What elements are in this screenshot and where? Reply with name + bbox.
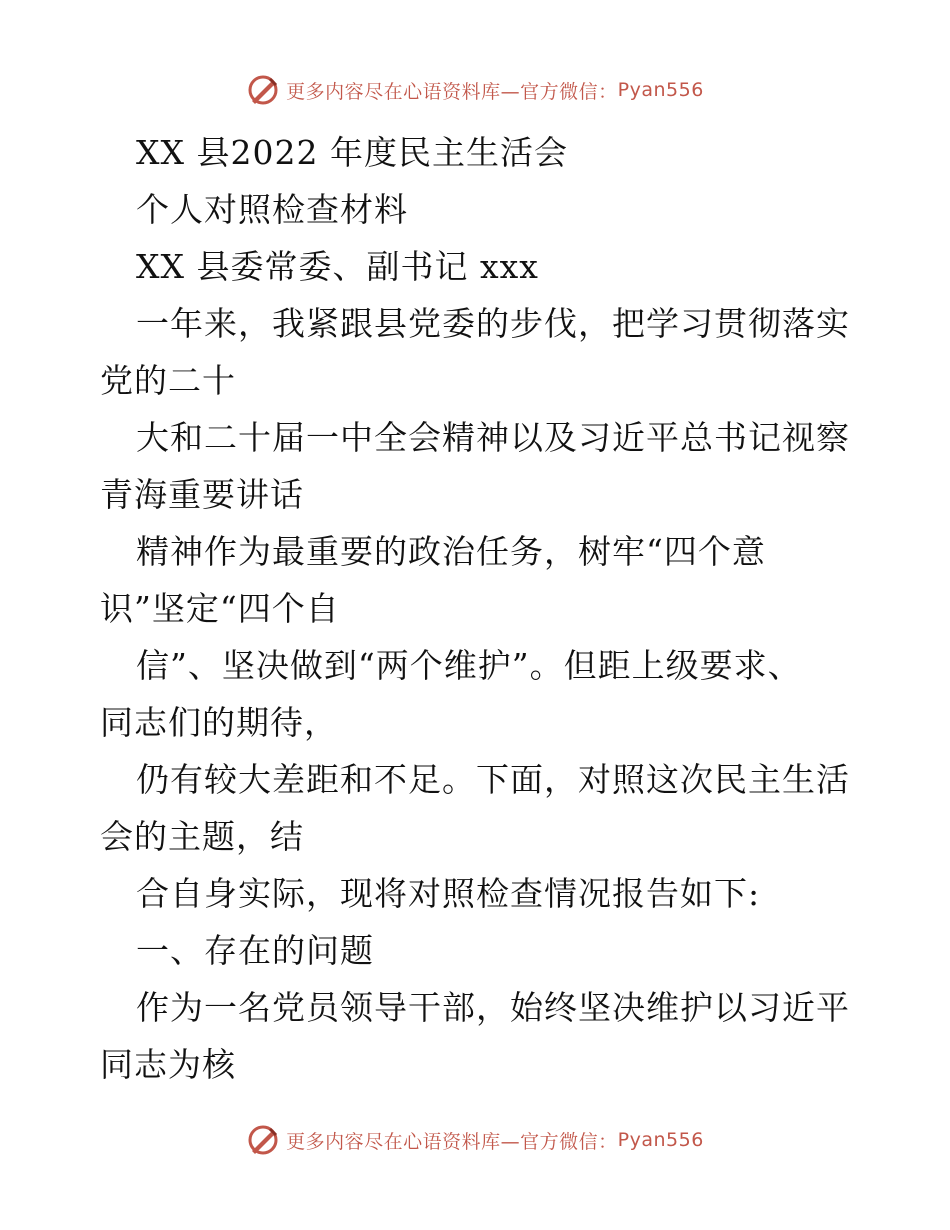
text-line: 一年来，我紧跟县党委的步伐，把学习贯彻落实: [136, 304, 850, 343]
doc-author: XX 县委常委、副书记 xxx: [136, 247, 539, 286]
watermark-header: [0, 70, 950, 110]
text-line: 党的二十: [100, 361, 236, 400]
text-line: 会的主题，结: [100, 817, 304, 856]
text-line: 青海重要讲话: [100, 475, 304, 514]
text-line: 同志们的期待，: [100, 703, 338, 742]
watermark-footer: [0, 1120, 950, 1160]
pen-logo-icon: [246, 73, 280, 107]
document-body: [100, 124, 860, 1093]
section-heading: 一、存在的问题: [136, 931, 374, 970]
pen-logo-icon: [246, 1123, 280, 1157]
watermark-text: 更多内容尽在心语资料库—官方微信：: [286, 80, 618, 103]
text-line: 作为一名党员领导干部，始终坚决维护以习近平: [136, 988, 850, 1027]
text-line: 大和二十届一中全会精神以及习近平总书记视察: [136, 418, 850, 457]
watermark-handle: Pyan556: [617, 1129, 704, 1151]
text-line: 识”坚定“四个自: [100, 589, 340, 628]
watermark-handle: Pyan556: [617, 79, 704, 101]
text-line: 合自身实际，现将对照检查情况报告如下:: [136, 874, 761, 913]
doc-title: XX 县2022 年度民主生活会: [136, 133, 568, 172]
text-line: 同志为核: [100, 1045, 236, 1084]
text-line: 仍有较大差距和不足。下面，对照这次民主生活: [136, 760, 850, 799]
watermark-text: 更多内容尽在心语资料库—官方微信：: [286, 1130, 618, 1153]
text-line: 精神作为最重要的政治任务，树牢“四个意: [136, 532, 766, 571]
text-line: 信”、坚决做到“两个维护”。但距上级要求、: [136, 646, 802, 685]
doc-subtitle: 个人对照检查材料: [136, 190, 408, 229]
